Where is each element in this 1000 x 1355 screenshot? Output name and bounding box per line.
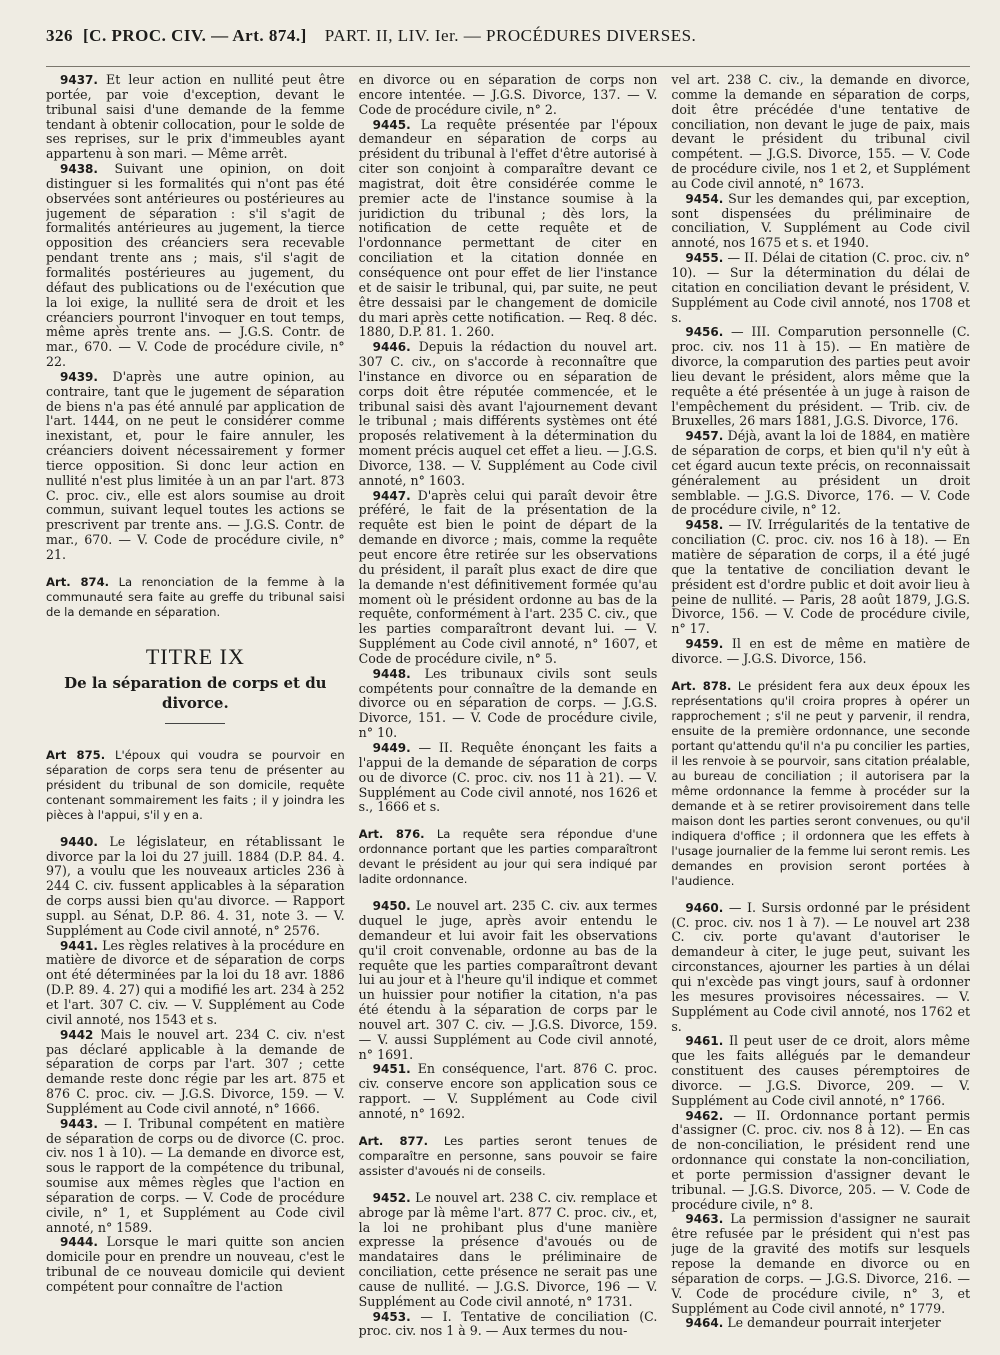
paragraph-body: vel art. 238 C. civ., la demande en divorce, comme la demande en séparation de corps, doit être précédée d'une tentative de conciliation, non devant le juge de paix, mais devant le président du tribunal civil compétent. — J.G.S. Divorce, 155. — V. Code de procédure civile, nos 1 et 2, et Supplément au Code civil annoté, n° 1673. bbox=[671, 73, 970, 191]
article-text bbox=[46, 575, 345, 620]
article-text bbox=[359, 1134, 658, 1179]
article-text bbox=[359, 827, 658, 887]
part-title: PART. II, LIV. Ier. — PROCÉDURES DIVERSES. bbox=[324, 26, 697, 45]
article-body: La requête sera répondue d'une ordonnance portant que les parties comparaîtront devant le président au jour qui sera indiqué par ladite ordonnance. bbox=[358, 827, 658, 887]
section-subtitle: De la séparation de corps et du divorce. bbox=[64, 673, 327, 712]
paragraph-body: Lorsque le mari quitte son ancien domicile pour en prendre un nouveau, c'est le tribunal de ce nouveau domicile qui devient compétent pour connaître de l'action bbox=[46, 1234, 345, 1294]
article-body: La renonciation de la femme à la communauté sera faite au greffe du tribunal saisi de la demande en séparation. bbox=[46, 574, 345, 619]
paragraph bbox=[671, 192, 970, 251]
paragraph-number: 9458. bbox=[685, 518, 724, 533]
paragraph bbox=[46, 73, 345, 162]
paragraph-number: 9452. bbox=[372, 1190, 411, 1205]
paragraph-body: Déjà, avant la loi de 1884, en matière de séparation de corps, et bien qu'il n'y eût à cet égard aucun texte précis, on reconnaissait généralement au président un droit semblable. — J.G.S. Divorce, 176. — V. Code de procédure civile, n° 12. bbox=[671, 428, 970, 518]
paragraph-body: Les tribunaux civils sont seuls compétents pour connaître de la demande en divorce ou en séparation de corps. — J.G.S. Divorce, 151. — V. Code de procédure civile, n° 10. bbox=[358, 665, 658, 741]
paragraph bbox=[46, 835, 345, 939]
paragraph bbox=[671, 251, 970, 325]
paragraph-body: Sur les demandes qui, par exception, sont dispensées du préliminaire de conciliation, V. Supplément au Code civil annoté, nos 1675 et s. et 1940. bbox=[671, 190, 970, 251]
paragraph-number: 9451. bbox=[372, 1062, 411, 1077]
paragraph-body: Les règles relatives à la procédure en matière de divorce et de séparation de corps ont été déterminées par la loi du 18 avr. 1886 (D.P. 89. 4. 27) qui a modifié les art. 234 à 252 et l'art. 307 C. civ. — V. Supplément au Code civil annoté, nos 1543 et s. bbox=[46, 937, 345, 1027]
paragraph-body: Depuis la rédaction du nouvel art. 307 C. civ., on s'accorde à reconnaître que l'instance en divorce ou en séparation de corps doit être réputée commencée, et le tribunal saisi dès avant l'ajournement devant le tribunal ; mais différents systèmes ont été proposés relativement à la détermination du moment précis auquel cet effet a lieu. — J.G.S. Divorce, 138. — V. Supplément au Code civil annoté, n° 1603. bbox=[358, 339, 658, 488]
paragraph bbox=[671, 73, 970, 192]
paragraph-number: 9437. bbox=[60, 73, 98, 87]
paragraph-body: Le législateur, en rétablissant le divorce par la loi du 27 juill. 1884 (D.P. 84. 4. 97), a voulu que les nouveaux articles 236 à 244 C. civ. fussent applicables à la séparation de corps aussi bien qu'au divorce. — Rapport suppl. au Sénat, D.P. 86. 4. 31, note 3. — V. Supplément au Code civil annoté, n° 2576. bbox=[46, 833, 345, 938]
paragraph-number: 9453. bbox=[372, 1309, 411, 1324]
paragraph-number: 9455. bbox=[685, 251, 724, 266]
paragraph-body: — II. Ordonnance portant permis d'assigner (C. proc. civ. nos 8 à 12). — En cas de non-conciliation, le président rend une ordonnance qui constate la non-conciliation, et porte permission d'assigner devant le tribunal. — J.G.S. Divorce, 205. — V. Code de procédure civile, n° 8. bbox=[671, 1107, 970, 1212]
paragraph-number: 9439. bbox=[60, 369, 98, 384]
paragraph bbox=[359, 489, 658, 667]
paragraph bbox=[671, 1109, 970, 1213]
paragraph bbox=[359, 667, 658, 741]
paragraph bbox=[46, 1235, 345, 1294]
paragraph-number: 9456. bbox=[685, 325, 724, 340]
paragraph bbox=[671, 325, 970, 429]
column-right bbox=[671, 73, 970, 1348]
paragraph-body: Suivant une opinion, on doit distinguer si les formalités qui n'ont pas été observées sont antérieures ou postérieures au jugement de séparation : s'il s'agit de formalités antérieures au jugement, la tierce opposition des créanciers sera recevable pendant trente ans ; mais, s'il s'agit de formalités postérieures au jugement, du défaut des publications ou de l'exécution que la loi exige, la nullité sera de droit et les créanciers pourront l'invoquer en tout temps, même après trente ans. — J.G.S. Contr. de mar., 670. — V. Code de procédure civile, n° 22. bbox=[46, 161, 345, 370]
paragraph-body: Il peut user de ce droit, alors même que les faits allégués par le demandeur constituent des causes péremptoires de divorce. — J.G.S. Divorce, 209. — V. Supplément au Code civil annoté, n° 1766. bbox=[671, 1033, 970, 1108]
article-body: L'époux qui voudra se pourvoir en séparation de corps sera tenu de présenter au président du tribunal de son domicile, requête contenant sommairement les faits ; il y joindra les pièces à l'appui, s'il y en a. bbox=[46, 747, 345, 822]
paragraph-body: D'après une autre opinion, au contraire, tant que le jugement de séparation de biens n'a pas été annulé par application de l'art. 1444, on ne peut le considérer comme inexistant, et, pour le faire annuler, les créanciers doivent nécessairement y former tierce opposition. Si donc leur action en nullité n'est plus limitée à un an par l'art. 873 C. proc. civ., elle est alors soumise au droit commun, suivant lequel toutes les actions se prescrivent par trente ans. — J.G.S. Contr. de mar., 670. — V. Code de procédure civile, n° 21. bbox=[46, 368, 345, 562]
paragraph bbox=[46, 1028, 345, 1117]
paragraph bbox=[359, 741, 658, 815]
paragraph-body: Mais le nouvel art. 234 C. civ. n'est pas déclaré applicable à la demande de séparation de corps par l'art. 307 ; cette demande reste donc régie par les art. 875 et 876 C. proc. civ. — J.G.S. Divorce, 159. — V. Supplément au Code civil annoté, n° 1666. bbox=[46, 1026, 345, 1116]
paragraph bbox=[671, 901, 970, 1035]
paragraph bbox=[359, 1310, 658, 1340]
article-number: Art. 874. bbox=[46, 574, 110, 589]
paragraph bbox=[671, 1212, 970, 1316]
paragraph bbox=[46, 162, 345, 370]
paragraph-body: La requête présentée par l'époux demandeur en séparation de corps au président du tribunal à l'effet d'être autorisé à citer son conjoint à comparaître devant ce magistrat, doit être considérée comme le premier acte de l'instance soumise à la juridiction du tribunal ; dès lors, la notification de cette requête et de l'ordonnance permettant de citer en conciliation et la citation donnée en conséquence ont pour effet de lier l'instance et de saisir le tribunal, qui, par suite, ne peut être dessaisi par le changement de domicile du mari après cette notification. — Req. 8 déc. 1880, D.P. 81. 1. 260. bbox=[358, 116, 658, 340]
paragraph-body: — IV. Irrégularités de la tentative de conciliation (C. proc. civ. nos 16 à 18). — En matière de séparation de corps, il a été jugé que la tentative de conciliation devant le président est d'ordre public et doit avoir lieu à peine de nullité. — Paris, 28 août 1879, J.G.S. Divorce, 156. — V. Code de procédure civile, n° 17. bbox=[671, 517, 970, 637]
column-middle bbox=[359, 73, 658, 1348]
paragraph bbox=[671, 1316, 970, 1331]
paragraph-number: 9446. bbox=[372, 340, 411, 355]
article-number: Art 875. bbox=[46, 747, 106, 762]
article-number: Art. 878. bbox=[671, 678, 732, 693]
paragraph-body: En conséquence, l'art. 876 C. proc. civ. conserve encore son application sous ce rapport. — V. Supplément au Code civil annoté, n° 1692. bbox=[358, 1061, 658, 1121]
paragraph-number: 9440. bbox=[60, 834, 98, 849]
paragraph bbox=[359, 73, 658, 118]
paragraph bbox=[46, 1117, 345, 1236]
paragraph-body: — I. Tentative de conciliation (C. proc. civ. nos 1 à 9. — Aux termes du nou- bbox=[358, 1308, 658, 1339]
paragraph-body: Le demandeur pourrait interjeter bbox=[723, 1315, 941, 1331]
paragraph bbox=[46, 939, 345, 1028]
article-text bbox=[671, 679, 970, 889]
paragraph-number: 9438. bbox=[60, 162, 98, 177]
paragraph-body: — II. Délai de citation (C. proc. civ. n° 10). — Sur la détermination du délai de citation en conciliation devant le président, V. Supplément au Code civil annoté, nos 1708 et s. bbox=[671, 250, 970, 325]
paragraph-body: La permission d'assigner ne saurait être refusée par le président qui n'est pas juge de la gravité des motifs sur lesquels repose la demande en divorce ou en séparation de corps. — J.G.S. Divorce, 216. — V. Code de procédure civile, n° 3, et Supplément au Code civil annoté, n° 1779. bbox=[671, 1211, 970, 1316]
paragraph-body: — III. Comparution personnelle (C. proc. civ. nos 11 à 15). — En matière de divorce, la comparution des parties peut avoir lieu devant le président, alors même que la requête a été présentée à un juge à raison de l'empêchement du président. — Trib. civ. de Bruxelles, 26 mars 1881, J.G.S. Divorce, 176. bbox=[671, 324, 970, 429]
paragraph bbox=[671, 518, 970, 637]
paragraph bbox=[359, 340, 658, 488]
paragraph bbox=[46, 370, 345, 563]
article-body: Le président fera aux deux époux les représentations qu'il croira propres à opérer un rapprochement ; s'il ne peut y parvenir, il rendra, ensuite de la première ordonnance, une seconde portant qu'attendu qu'il n'a pu concilier les parties, il les renvoie à se pourvoir, sans citation préalable, au bureau de conciliation ; il autorisera par la même ordonnance la femme à procéder sur la demande et à se retirer provisoirement dans telle maison dont les parties seront convenues, ou qu'il indiquera d'office ; il ordonnera que les effets à l'usage journalier de la femme lui seront remis. Les demandes en provision seront portées à l'audience. bbox=[671, 678, 970, 888]
paragraph-body: D'après celui qui paraît devoir être préféré, le fait de la présentation de la requête est bien le point de départ de la demande en divorce ; mais, comme la requête peut encore être retirée sur les observations du président, il paraît plus exact de dire que la demande n'est définitivement formée qu'au moment où le président ordonne au bas de la requête, conformément à l'art. 235 C. civ., que les parties comparaîtront devant lui. — V. Supplément au Code civil annoté, n° 1607, et Code de procédure civile, n° 5. bbox=[358, 487, 658, 666]
paragraph bbox=[359, 899, 658, 1062]
paragraph bbox=[671, 429, 970, 518]
paragraph-number: 9442 bbox=[60, 1027, 94, 1042]
paragraph-number: 9450. bbox=[372, 899, 411, 914]
running-head bbox=[46, 26, 970, 67]
text-columns bbox=[46, 73, 970, 1348]
paragraph-number: 9459. bbox=[685, 637, 724, 652]
code-reference: [C. PROC. CIV. — Art. 874.] bbox=[83, 26, 307, 45]
paragraph-body: Il en est de même en matière de divorce. — J.G.S. Divorce, 156. bbox=[671, 636, 970, 666]
article-number: Art. 877. bbox=[358, 1133, 429, 1148]
paragraph-number: 9449. bbox=[372, 740, 411, 755]
paragraph bbox=[671, 637, 970, 667]
paragraph-number: 9445. bbox=[372, 117, 411, 132]
paragraph-body: Et leur action en nullité peut être portée, par voie d'exception, devant le tribunal saisi d'une demande de la femme tendant à obtenir collocation, pour le solde de ses reprises, sur le prix d'immeubles ayant appartenu à son mari. — Même arrêt. bbox=[46, 73, 345, 162]
paragraph-number: 9454. bbox=[685, 191, 724, 206]
paragraph-number: 9444. bbox=[60, 1235, 98, 1250]
column-left bbox=[46, 73, 345, 1348]
paragraph-body: Le nouvel art. 238 C. civ. remplace et abroge par là même l'art. 877 C. proc. civ., et, la loi ne prohibant plus d'une manière expresse la présence d'avoués ou de mandataires dans le préliminaire de conciliation, cette présence ne serait pas une cause de nullité. — J.G.S. Divorce, 196 — V. Supplément au Code civil annoté, n° 1731. bbox=[358, 1189, 658, 1309]
paragraph-number: 9443. bbox=[60, 1116, 98, 1131]
article-text bbox=[46, 748, 345, 823]
paragraph-number: 9464. bbox=[685, 1316, 724, 1331]
section-title: TITRE IX bbox=[145, 643, 245, 669]
paragraph-number: 9457. bbox=[685, 429, 724, 444]
page-number: 326 bbox=[46, 26, 73, 45]
paragraph-body: — I. Sursis ordonné par le président (C. proc. civ. nos 1 à 7). — Le nouvel art 238 C. civ. porte qu'avant d'autoriser le demandeur à citer, le juge peut, suivant les circonstances, ajourner les parties à un délai qui n'excède pas vingt jours, sauf à ordonner les mesures provisoires nécessaires. — V. Supplément au Code civil annoté, nos 1762 et s. bbox=[671, 899, 970, 1034]
paragraph-number: 9460. bbox=[685, 900, 724, 915]
paragraph-number: 9447. bbox=[372, 488, 411, 503]
paragraph-body: — I. Tribunal compétent en matière de séparation de corps ou de divorce (C. proc. civ. nos 1 à 10). — La demande en divorce est, sous le rapport de la compétence du tribunal, soumise aux mêmes règles que l'action en séparation de corps. — V. Code de procédure civile, n° 1, et Supplément au Code civil annoté, n° 1589. bbox=[46, 1115, 345, 1235]
paragraph-body: en divorce ou en séparation de corps non encore intentée. — J.G.S. Divorce, 137. — V. Code de procédure civile, n° 2. bbox=[358, 73, 658, 117]
paragraph bbox=[359, 118, 658, 341]
paragraph-number: 9462. bbox=[685, 1108, 724, 1123]
section-rule bbox=[165, 723, 225, 724]
paragraph-body: — II. Requête énonçant les faits a l'appui de la demande de séparation de corps ou de divorce (C. proc. civ. nos 11 à 21). — V. Supplément au Code civil annoté, nos 1626 et s., 1666 et s. bbox=[358, 739, 658, 815]
paragraph-number: 9463. bbox=[685, 1212, 724, 1227]
paragraph-number: 9461. bbox=[685, 1034, 724, 1049]
article-body: Les parties seront tenues de comparaître en personne, sans pouvoir se faire assister d'avoués ni de conseils. bbox=[358, 1133, 658, 1178]
article-number: Art. 876. bbox=[358, 827, 425, 842]
paragraph bbox=[359, 1191, 658, 1310]
paragraph-number: 9441. bbox=[60, 938, 98, 953]
paragraph-number: 9448. bbox=[372, 666, 411, 681]
paragraph bbox=[359, 1062, 658, 1121]
paragraph bbox=[671, 1034, 970, 1108]
paragraph-body: Le nouvel art. 235 C. civ. aux termes duquel le juge, après avoir entendu le demandeur et lui avoir fait les observations qu'il croit convenable, ordonne au bas de la requête que les parties comparaîtront devant lui au jour et à l'heure qu'il indique et commet un huissier pour notifier la citation, n'a pas été étendu à la séparation de corps par le nouvel art. 307 C. civ. — J.G.S. Divorce, 159. — V. aussi Supplément au Code civil annoté, n° 1691. bbox=[358, 898, 658, 1062]
